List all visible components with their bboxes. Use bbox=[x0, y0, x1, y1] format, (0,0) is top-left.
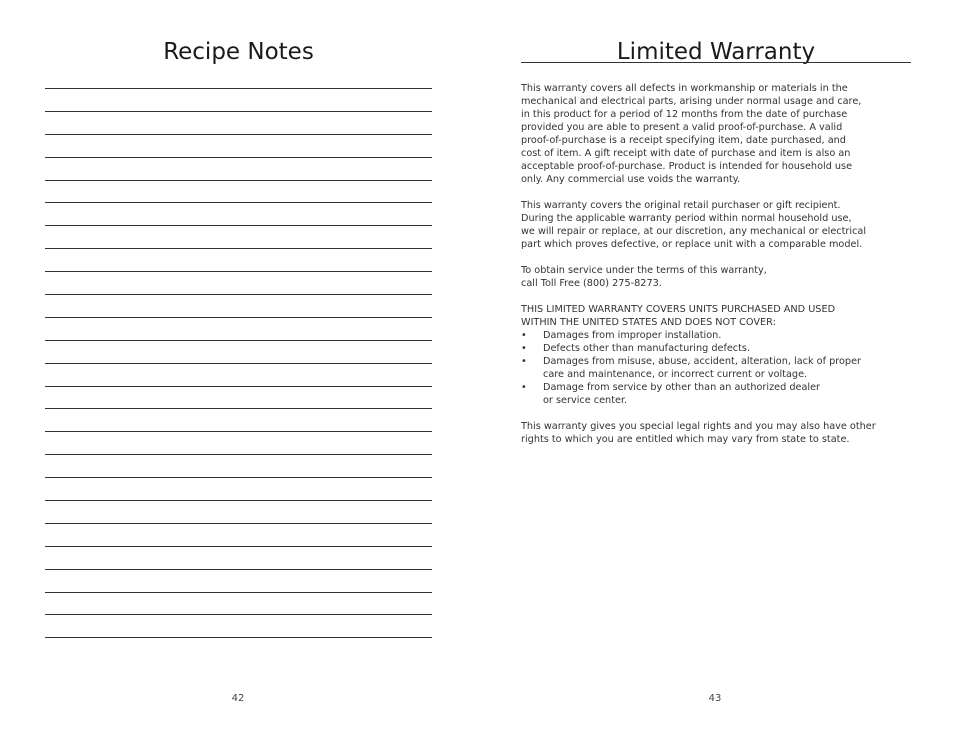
note-line bbox=[45, 317, 432, 340]
recipe-note-lines bbox=[45, 88, 432, 660]
note-line bbox=[45, 477, 432, 500]
note-line bbox=[45, 523, 432, 546]
note-line bbox=[45, 294, 432, 317]
list-item bbox=[521, 355, 913, 381]
note-line bbox=[45, 340, 432, 363]
bullet-icon: • bbox=[521, 356, 527, 367]
bullet-icon: • bbox=[521, 330, 527, 341]
note-line bbox=[45, 363, 432, 386]
note-line bbox=[45, 386, 432, 409]
page-number-right: 43 bbox=[708, 693, 722, 704]
warranty-text bbox=[521, 82, 913, 459]
page-title-limited-warranty: Limited Warranty bbox=[616, 39, 816, 65]
note-line bbox=[45, 271, 432, 294]
note-line bbox=[45, 546, 432, 569]
note-line bbox=[45, 569, 432, 592]
note-line bbox=[45, 225, 432, 248]
note-line bbox=[45, 500, 432, 523]
warranty-legal-rights-paragraph: This warranty gives you special legal rights and you may also have other rights to which you are entitled which may vary from state to state. bbox=[521, 421, 876, 445]
note-line bbox=[45, 88, 432, 111]
note-line bbox=[45, 454, 432, 477]
exclusion-text: Damages from improper installation. bbox=[543, 330, 722, 341]
note-line bbox=[45, 637, 432, 660]
note-line bbox=[45, 202, 432, 225]
bullet-icon: • bbox=[521, 343, 527, 354]
exclusion-text: Defects other than manufacturing defects. bbox=[543, 343, 751, 354]
warranty-purchaser-paragraph: This warranty covers the original retail purchaser or gift recipient. During the applicable warranty period within normal household use, we will repair or replace, at our discretion, any mechanical or electrical part which proves defective, or replace unit with a comparable model. bbox=[521, 200, 867, 250]
note-line bbox=[45, 431, 432, 454]
note-line bbox=[45, 408, 432, 431]
list-item bbox=[521, 342, 913, 355]
warranty-coverage-paragraph: This warranty covers all defects in workmanship or materials in the mechanical and electrical parts, arising under normal usage and care, in this product for a period of 12 months from the date of purchase provided you are able to present a valid proof-of-purchase. A valid proof-of-purchase is a receipt specifying item, date purchased, and cost of item. A gift receipt with date of purchase and item is also an acceptable proof-of-purchase. Product is intended for household use only. Any commercial use voids the warranty. bbox=[521, 83, 862, 185]
exclusion-text: Damages from misuse, abuse, accident, alteration, lack of proper care and maintenance, or incorrect current or voltage. bbox=[543, 356, 862, 380]
list-item bbox=[521, 329, 913, 342]
page-title-recipe-notes: Recipe Notes bbox=[163, 39, 314, 65]
bullet-icon: • bbox=[521, 382, 527, 393]
page-number-left: 42 bbox=[231, 693, 245, 704]
right-page-limited-warranty bbox=[477, 0, 954, 738]
list-item bbox=[521, 381, 913, 407]
note-line bbox=[45, 248, 432, 271]
note-line bbox=[45, 614, 432, 637]
warranty-service-paragraph: To obtain service under the terms of this warranty, call Toll Free (800) 275-8273. bbox=[521, 265, 767, 289]
note-line bbox=[45, 592, 432, 615]
note-line bbox=[45, 157, 432, 180]
exclusion-text: Damage from service by other than an authorized dealer or service center. bbox=[543, 382, 821, 406]
warranty-exclusions-intro: THIS LIMITED WARRANTY COVERS UNITS PURCHASED AND USED WITHIN THE UNITED STATES AND DOES NOT COVER: bbox=[521, 304, 836, 328]
note-line bbox=[45, 111, 432, 134]
note-line bbox=[45, 134, 432, 157]
warranty-exclusions-list bbox=[521, 329, 913, 407]
note-line bbox=[45, 180, 432, 203]
title-underline bbox=[521, 62, 911, 63]
